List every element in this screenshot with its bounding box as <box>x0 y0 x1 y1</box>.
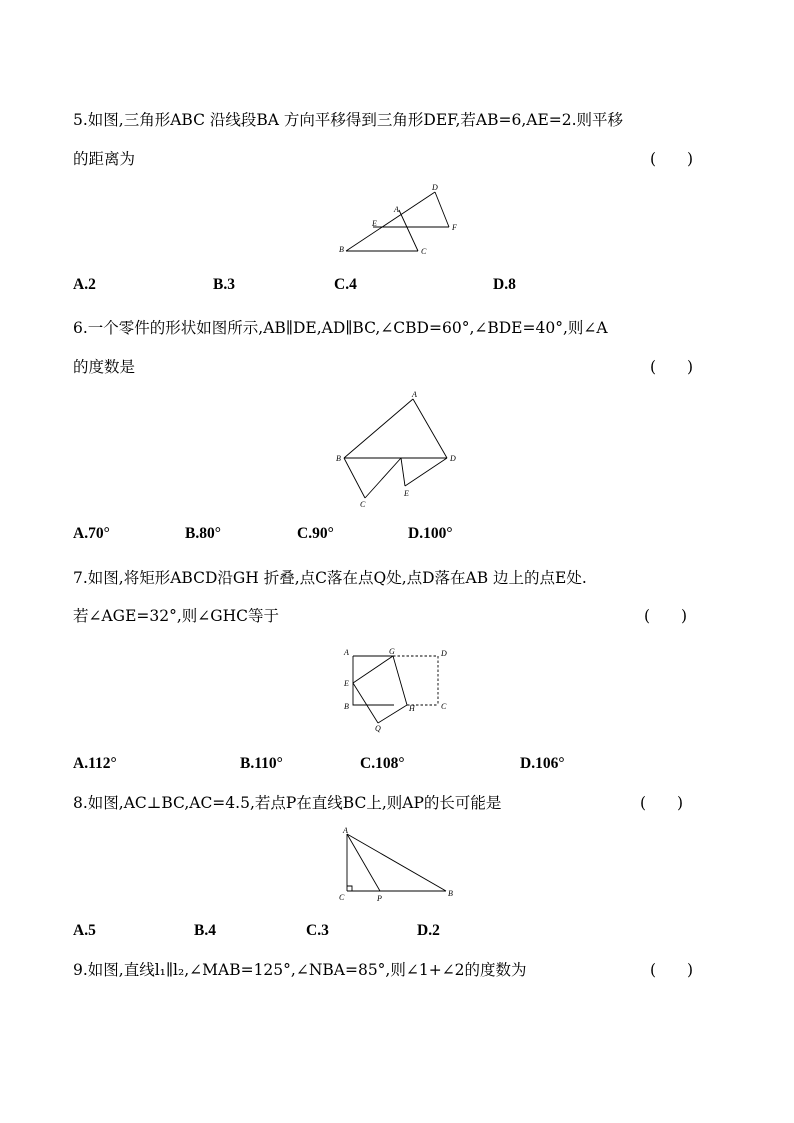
q8-label-B: B <box>448 889 453 898</box>
q6-label-D: D <box>450 454 456 463</box>
q8-stem-line1: 8.如图,AC⊥BC,AC=4.5,若点P在直线BC上,则AP的长可能是 <box>73 794 502 812</box>
q8-label-C: C <box>339 893 345 902</box>
q6-answer-blank: ( ) <box>650 358 694 376</box>
q6-label-C: C <box>360 500 366 509</box>
q8-option-b[interactable]: B.4 <box>194 922 216 939</box>
q7-option-a[interactable]: A.112° <box>73 755 117 772</box>
q5-stem-line2: 的距离为 <box>73 150 136 168</box>
q7-label-A: A <box>344 648 349 657</box>
q5-stem-line1: 5.如图,三角形ABC 沿线段BA 方向平移得到三角形DEF,若AB=6,AE=2.则平移 <box>73 111 624 129</box>
q9-stem-line1: 9.如图,直线l₁∥l₂,∠MAB=125°,∠NBA=85°,则∠1+∠2的度数为 <box>73 961 527 979</box>
q7-label-Q: Q <box>375 724 381 733</box>
q5-label-F: F <box>452 223 457 232</box>
q7-stem-line1: 7.如图,将矩形ABCD沿GH 折叠,点C落在点Q处,点D落在AB 边上的点E处. <box>73 569 587 587</box>
q6-option-d[interactable]: D.100° <box>408 525 453 542</box>
q5-label-D: D <box>432 183 438 192</box>
q6-option-c[interactable]: C.90° <box>297 525 334 542</box>
q9-answer-blank: ( ) <box>650 961 694 979</box>
q7-label-G: G <box>389 647 395 656</box>
q7-answer-blank: ( ) <box>644 607 688 625</box>
q7-label-H: H <box>409 704 415 713</box>
q5-figure <box>330 180 470 260</box>
q8-label-P: P <box>377 894 382 903</box>
q6-figure <box>330 385 470 515</box>
q7-label-E: E <box>344 679 349 688</box>
q6-label-A: A <box>412 390 417 399</box>
q7-label-C: C <box>441 702 447 711</box>
q8-answer-blank: ( ) <box>640 794 684 812</box>
q5-option-a[interactable]: A.2 <box>73 276 96 293</box>
q5-label-B: B <box>339 245 344 254</box>
q8-label-A: A <box>343 826 348 835</box>
q5-option-c[interactable]: C.4 <box>334 276 357 293</box>
q8-option-d[interactable]: D.2 <box>417 922 440 939</box>
q5-label-C: C <box>421 247 427 256</box>
q5-option-d[interactable]: D.8 <box>493 276 516 293</box>
q5-label-A: A <box>394 205 399 214</box>
q7-label-B: B <box>344 702 349 711</box>
q7-option-d[interactable]: D.106° <box>520 755 565 772</box>
q8-option-a[interactable]: A.5 <box>73 922 96 939</box>
q7-option-b[interactable]: B.110° <box>240 755 283 772</box>
q7-stem-line2: 若∠AGE=32°,则∠GHC等于 <box>73 607 280 625</box>
q8-option-c[interactable]: C.3 <box>306 922 329 939</box>
q6-option-a[interactable]: A.70° <box>73 525 110 542</box>
q6-option-b[interactable]: B.80° <box>185 525 221 542</box>
q5-answer-blank: ( ) <box>650 150 694 168</box>
q6-label-B: B <box>336 454 341 463</box>
q6-stem-line2: 的度数是 <box>73 358 136 376</box>
q5-option-b[interactable]: B.3 <box>213 276 235 293</box>
q7-figure <box>335 643 460 738</box>
q7-option-c[interactable]: C.108° <box>360 755 405 772</box>
q7-label-D: D <box>441 649 447 658</box>
q6-stem-line1: 6.一个零件的形状如图所示,AB∥DE,AD∥BC,∠CBD=60°,∠BDE=40°,则∠A <box>73 319 608 337</box>
q8-figure <box>330 822 470 907</box>
q5-label-E: E <box>372 219 377 228</box>
q6-label-E: E <box>404 489 409 498</box>
